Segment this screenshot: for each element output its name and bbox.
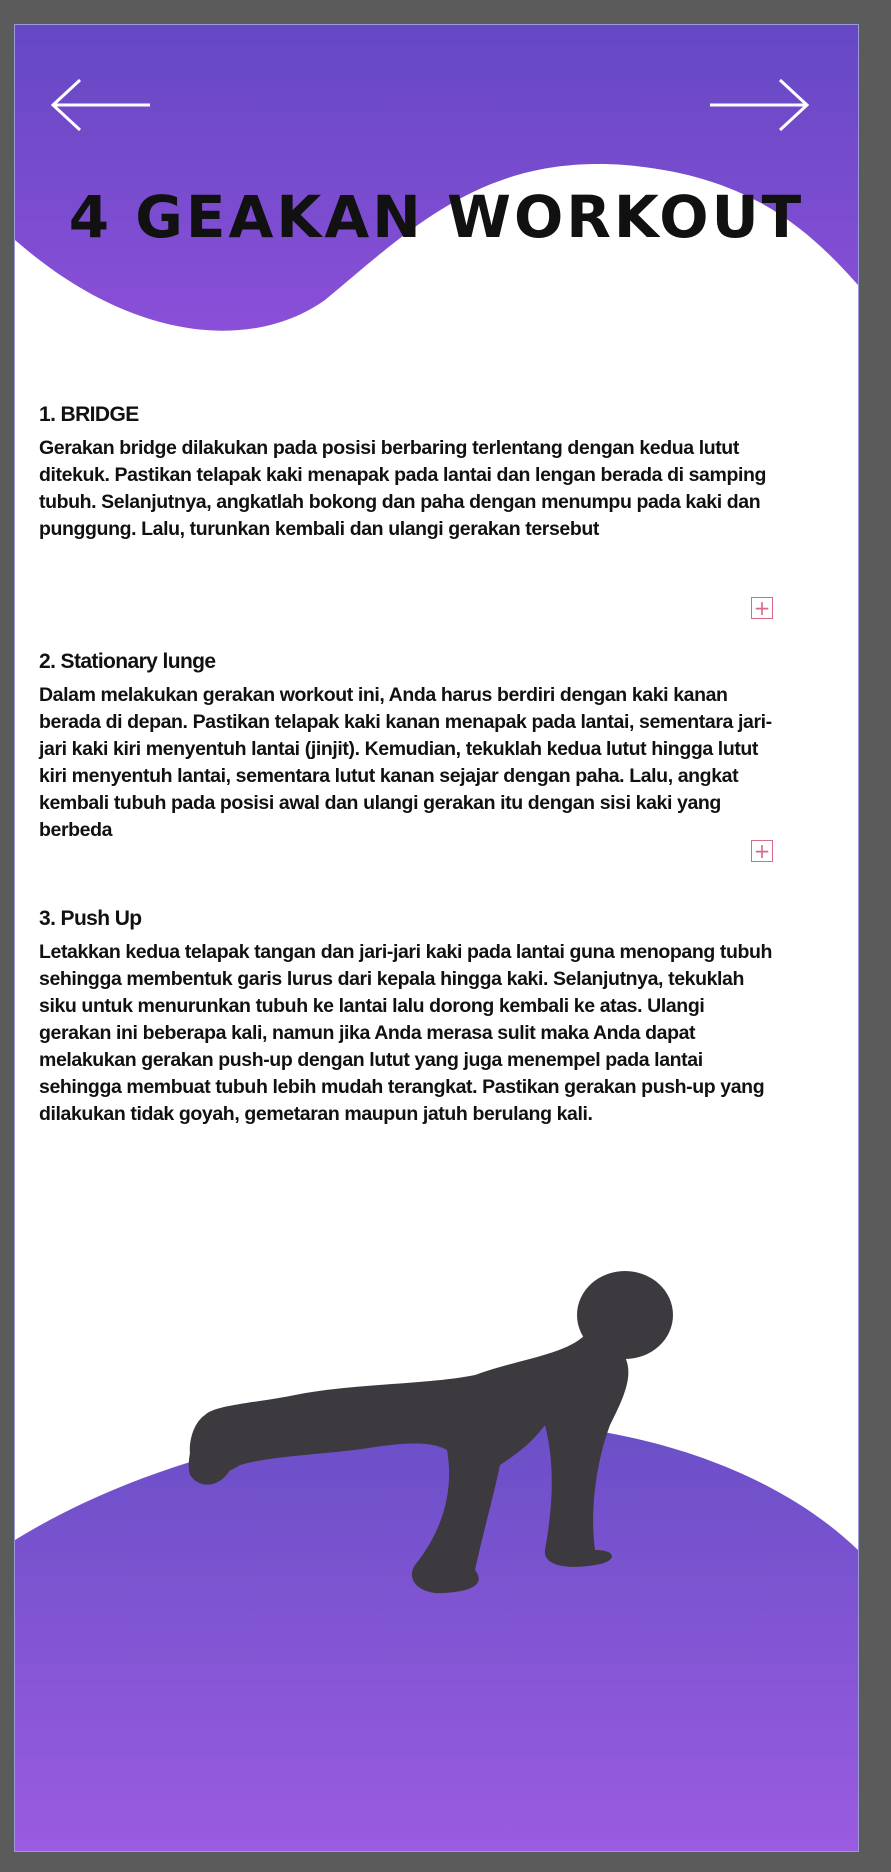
exercise-section-pushup <box>39 907 779 1128</box>
workout-card <box>14 24 859 1852</box>
plus-square-icon[interactable]: + <box>751 597 773 619</box>
exercise-section-lunge <box>39 650 779 844</box>
exercise-section-bridge <box>39 403 779 543</box>
exercise-heading: 2. Stationary lunge <box>39 650 216 673</box>
plus-square-icon[interactable]: + <box>751 840 773 862</box>
exercise-description: Gerakan bridge dilakukan pada posisi berbaring terlentang dengan kedua lutut ditekuk. Pastikan telapak kaki menapak pada lantai dan lengan berada di samping tubuh. Selanjutnya, angkatlah bokong dan paha dengan menumpu pada kaki dan punggung. Lalu, turunkan kembali dan ulangi gerakan tersebut <box>39 437 766 540</box>
arrow-right-icon[interactable] <box>705 75 815 135</box>
exercise-description: Letakkan kedua telapak tangan dan jari-jari kaki pada lantai guna menopang tubuh sehingga membentuk garis lurus dari kepala hingga kaki. Selanjutnya, tekuklah siku untuk menurunkan tubuh ke lantai lalu dorong kembali ke atas. Ulangi gerakan ini beberapa kali, namun jika Anda merasa sulit maka Anda dapat melakukan gerakan push-up dengan lutut yang juga menempel pada lantai sehingga membuat tubuh lebih mudah terangkat. Pastikan gerakan push-up yang dilakukan tidak goyah, gemetaran maupun jatuh berulang kali. <box>39 941 773 1125</box>
exercise-heading: 1. BRIDGE <box>39 403 139 426</box>
pushup-silhouette-icon <box>185 1265 685 1605</box>
exercise-heading: 3. Push Up <box>39 907 142 930</box>
arrow-left-icon[interactable] <box>45 75 155 135</box>
exercise-description: Dalam melakukan gerakan workout ini, Anda harus berdiri dengan kaki kanan berada di depan. Pastikan telapak kaki kanan menapak pada lantai, sementara jari-jari kaki kiri menyentuh lantai (jinjit). Kemudian, tekuklah kedua lutut hingga lutut kiri menyentuh lantai, sementara lutut kanan sejajar dengan paha. Lalu, angkat kembali tubuh pada posisi awal dan ulangi gerakan itu dengan sisi kaki yang berbeda <box>39 684 772 841</box>
page-title: 4 GEAKAN WORKOUT <box>68 183 805 251</box>
